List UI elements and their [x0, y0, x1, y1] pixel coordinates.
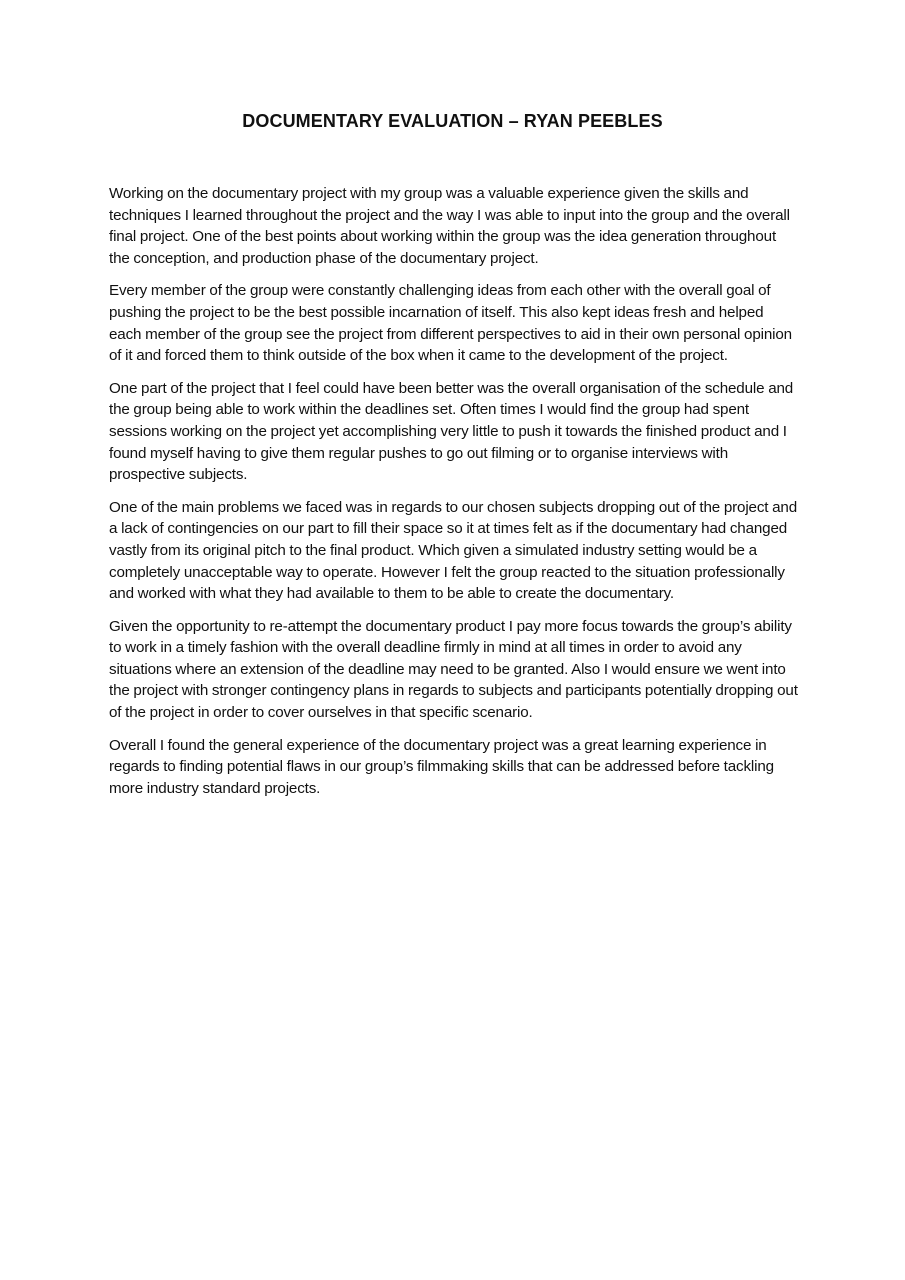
paragraph-4: One of the main problems we faced was in regards to our chosen subjects dropping out of the project and a lack of contingencies on our part to fill their space so it at times felt as if the documentary had changed vastly from its original pitch to the final product. Which given a simulated industry setting would be a completely unacceptable way to operate. However I felt the group reacted to the situation professionally and worked with what they had available to them to be able to create the documentary. — [109, 498, 798, 603]
paragraph-1: Working on the documentary project with my group was a valuable experience given the skills and techniques I learned throughout the project and the way I was able to input into the group and the overall final project. One of the best points about working within the group was the idea generation throughout the conception, and production phase of the documentary project. — [109, 185, 790, 267]
paragraph-3: One part of the project that I feel could have been better was the overall organisation of the schedule and the group being able to work within the deadlines set. Often times I would find the group had spent sessions working on the project yet accomplishing very little to push it towards the finished product and I found myself having to give them regular pushes to go out filming or to organise interviews with prospective subjects. — [109, 379, 794, 484]
document-title: DOCUMENTARY EVALUATION – RYAN PEEBLES — [242, 111, 663, 131]
paragraph-6: Overall I found the general experience of the documentary project was a great learning experience in regards to finding potential flaws in our group’s filmmaking skills that can be addressed before tackling more industry standard projects. — [109, 736, 774, 797]
paragraph-5: Given the opportunity to re-attempt the documentary product I pay more focus towards the group’s ability to work in a timely fashion with the overall deadline firmly in mind at all times in order to avoid any situations where an extension of the deadline may need to be granted. Also I would ensure we went into the project with stronger contingency plans in regards to subjects and participants potentially dropping out of the project in order to cover ourselves in that specific scenario. — [109, 617, 798, 722]
document-body — [109, 183, 799, 810]
paragraph-2: Every member of the group were constantly challenging ideas from each other with the overall goal of pushing the project to be the best possible incarnation of itself. This also kept ideas fresh and helped each member of the group see the project from different perspectives to aid in their own personal opinion of it and forced them to think outside of the box when it came to the development of the project. — [109, 282, 792, 365]
